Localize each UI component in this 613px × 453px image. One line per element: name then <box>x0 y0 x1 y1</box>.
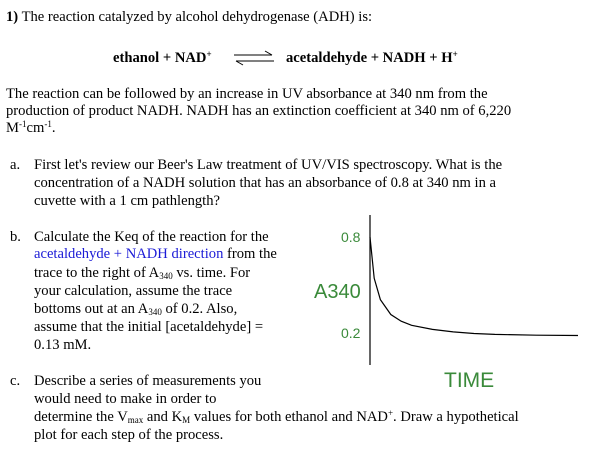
part-c-line-2: would need to make in order to <box>34 391 217 407</box>
part-b-line-2 <box>34 246 277 263</box>
equation-right <box>286 50 458 67</box>
part-b-line-3 <box>34 265 250 282</box>
problem-intro <box>6 9 372 26</box>
paragraph-line-2: production of product NADH. NADH has an extinction coefficient at 340 nm of 6,220 <box>6 103 512 119</box>
part-b-line-1: Calculate the Keq of the reaction for the <box>34 229 269 245</box>
equation-right-text: acetaldehyde + NADH + H <box>286 50 453 66</box>
part-a-label: a. <box>10 157 21 173</box>
part-a-line-3: cuvette with a 1 cm pathlength? <box>34 193 221 209</box>
equation-left-sup: + <box>206 49 212 59</box>
paragraph-line-1: The reaction can be followed by an increase in UV absorbance at 340 nm from the <box>6 86 488 102</box>
part-b-line-3-sub: 340 <box>159 271 173 281</box>
part-b-line-4: your calculation, assume the trace <box>34 283 233 299</box>
unit-m-exp: -1 <box>18 119 27 129</box>
x-axis-label: TIME <box>444 369 495 392</box>
part-a-line-1: First let's review our Beer's Law treatment of UV/VIS spectroscopy. What is the <box>34 157 503 173</box>
intro-text: The reaction catalyzed by alcohol dehydrogenase (ADH) is: <box>21 9 373 25</box>
part-b-line-2-rest: from the <box>223 246 277 262</box>
part-b-line-5-a: bottoms out at an A <box>34 301 149 317</box>
part-c-line-1: Describe a series of measurements you <box>34 373 262 389</box>
absorbance-chart <box>360 210 585 370</box>
direction-highlight: acetaldehyde + NADH direction <box>34 246 224 262</box>
part-b-line-3-a: trace to the right of A <box>34 265 160 281</box>
unit-m: M <box>6 120 19 136</box>
part-c-line-3-b: and K <box>143 409 183 425</box>
absorbance-trace <box>370 237 578 336</box>
vmax-sub: max <box>127 415 144 425</box>
part-a-line-2: concentration of a NADH solution that has an absorbance of 0.8 at 340 nm in a <box>34 175 497 191</box>
part-c-line-3-c: values for both ethanol and NAD <box>190 409 388 425</box>
equation-left-text: ethanol + NAD <box>113 50 207 66</box>
equation-right-sup: + <box>452 49 458 59</box>
part-b-line-3-b: vs. time. For <box>172 265 251 281</box>
equation-left <box>113 50 212 67</box>
y-tick-0-2: 0.2 <box>341 325 361 341</box>
part-c-label: c. <box>10 373 21 389</box>
unit-cm: cm <box>26 120 45 136</box>
part-b-line-6: assume that the initial [acetaldehyde] = <box>34 319 264 335</box>
unit-cm-exp: -1 <box>44 119 52 129</box>
part-c-line-3 <box>34 409 519 426</box>
equilibrium-arrow-icon <box>232 50 276 66</box>
paragraph-line-3 <box>6 120 55 137</box>
part-b-line-5-b: of 0.2. Also, <box>161 301 238 317</box>
part-c-line-3-d: . Draw a hypothetical <box>393 409 519 425</box>
part-c-line-3-a: determine the V <box>34 409 128 425</box>
km-sub: M <box>182 415 191 425</box>
nad-sup: + <box>387 408 394 418</box>
paragraph-end: . <box>51 120 56 136</box>
part-b-line-5 <box>34 301 237 318</box>
part-b-line-5-sub: 340 <box>148 307 162 317</box>
problem-number: 1) <box>6 9 19 25</box>
part-c-line-4: plot for each step of the process. <box>34 427 224 443</box>
part-b-line-7: 0.13 mM. <box>34 337 92 353</box>
part-b-label: b. <box>10 229 21 245</box>
y-axis-label: A340 <box>314 281 361 303</box>
y-tick-0-8: 0.8 <box>341 229 361 245</box>
